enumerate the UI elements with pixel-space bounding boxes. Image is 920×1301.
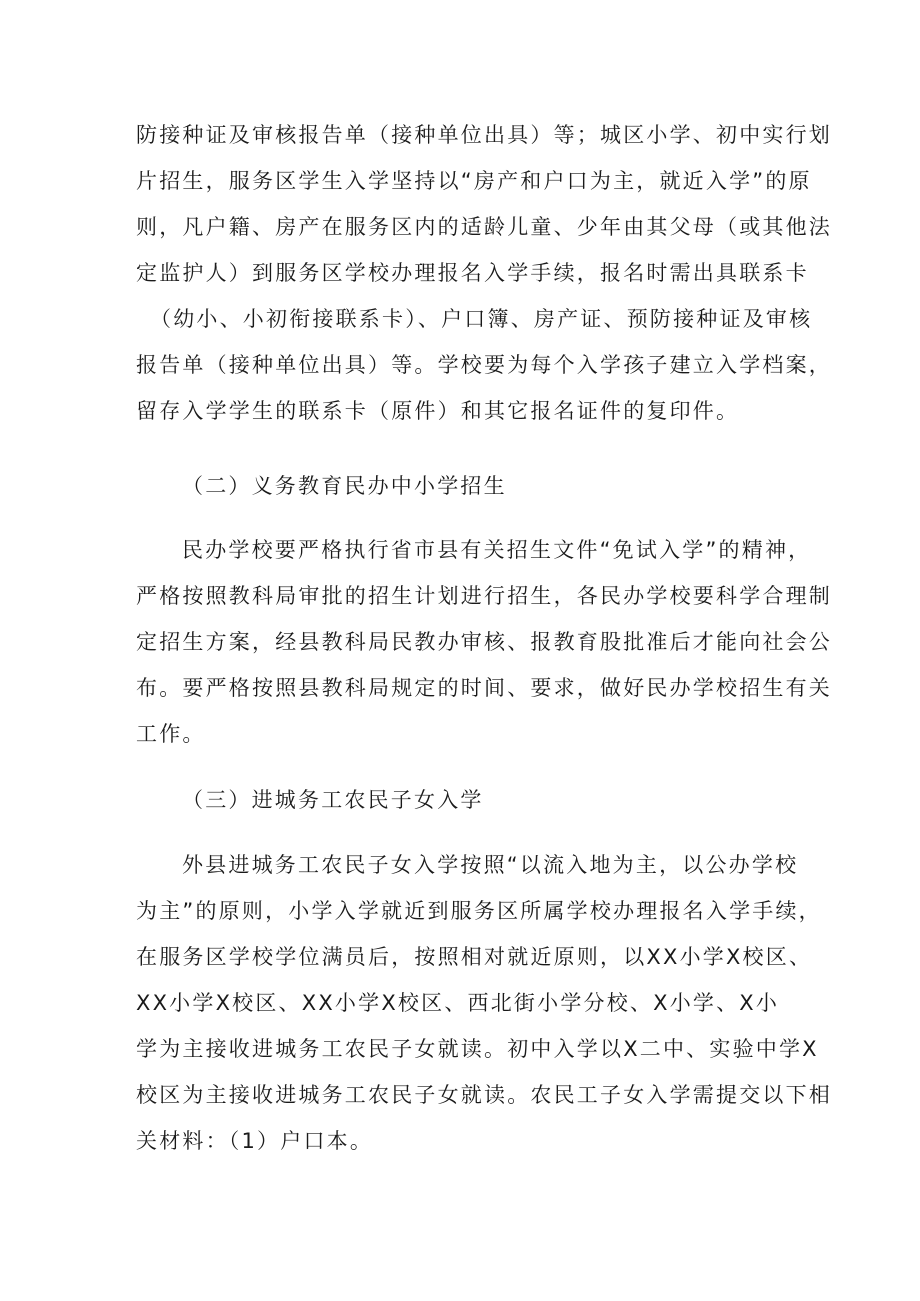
paragraph-1-line-6: 报告单（接种单位出具）等。学校要为每个入学孩子建立入学档案，: [136, 353, 832, 377]
paragraph-2-line-5: 工作。: [136, 722, 206, 746]
paragraph-3-line-3: 在服务区学校学位满员后，按照相对就近原则，以XX小学X校区、: [136, 945, 813, 969]
section-heading-2: （二）义务教育民办中小学招生: [182, 474, 507, 498]
paragraph-1-line-2: 片招生，服务区学生入学坚持以“房产和户口为主，就近入学”的原: [136, 169, 812, 193]
paragraph-2-line-4: 布。要严格按照县教科局规定的时间、要求，做好民办学校招生有关: [136, 676, 832, 700]
section-heading-3: （三）进城务工农民子女入学: [182, 788, 484, 812]
paragraph-1-line-4: 定监护人）到服务区学校办理报名入学手续，报名时需出具联系卡: [136, 261, 809, 285]
paragraph-3-line-5: 学为主接收进城务工农民子女就读。初中入学以X二中、实验中学X: [136, 1037, 819, 1061]
paragraph-2-line-3: 定招生方案，经县教科局民教办审核、报教育股批准后才能向社会公: [136, 630, 832, 654]
paragraph-3-line-6: 校区为主接收进城务工农民子女就读。农民工子女入学需提交以下相: [136, 1083, 832, 1107]
paragraph-3-line-4: XX小学X校区、XX小学X校区、西北街小学分校、X小学、X小: [136, 991, 780, 1015]
paragraph-1-line-5: （幼小、小初衔接联系卡）、户口簿、房产证、预防接种证及审核: [150, 307, 813, 331]
paragraph-3-line-2: 为主”的原则，小学入学就近到服务区所属学校办理报名入学手续，: [136, 899, 822, 923]
paragraph-1-line-1: 防接种证及审核报告单（接种单位出具）等；城区小学、初中实行划: [136, 123, 832, 147]
paragraph-3-line-7: 关材料：（1）户口本。: [136, 1129, 374, 1153]
paragraph-2-line-2: 严格按照教科局审批的招生计划进行招生，各民办学校要科学合理制: [136, 584, 832, 608]
paragraph-1-line-7: 留存入学学生的联系卡（原件）和其它报名证件的复印件。: [136, 399, 740, 423]
paragraph-3-line-1: 外县进城务工农民子女入学按照“以流入地为主，以公办学校: [182, 853, 799, 877]
paragraph-2-line-1: 民办学校要严格执行省市县有关招生文件“免试入学”的精神，: [182, 538, 812, 562]
paragraph-1-line-3: 则，凡户籍、房产在服务区内的适龄儿童、少年由其父母（或其他法: [136, 215, 832, 239]
